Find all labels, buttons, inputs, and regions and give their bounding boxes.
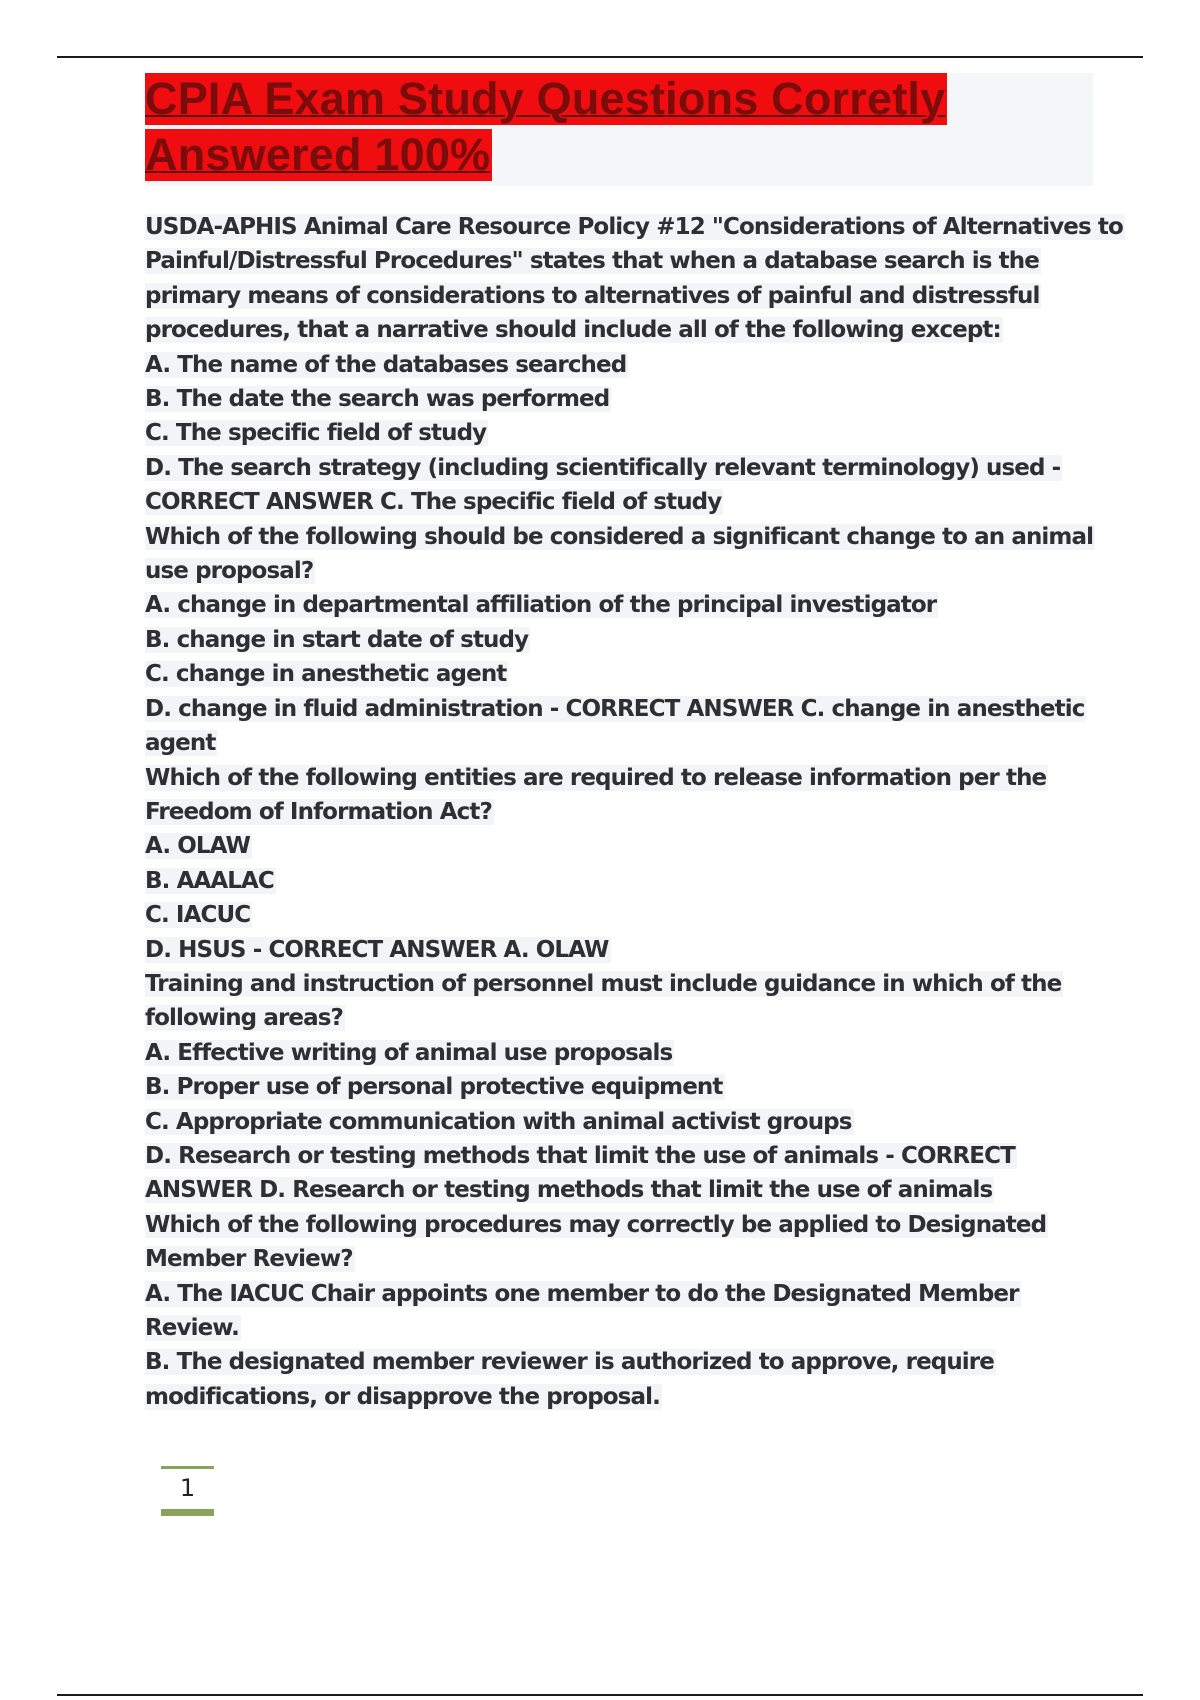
body-line: C. change in anesthetic agent	[145, 661, 507, 688]
body-line: Training and instruction of personnel must include guidance in which of the	[145, 970, 1062, 997]
body-line: D. HSUS - CORRECT ANSWER A. OLAW	[145, 936, 609, 963]
body-line: A. The IACUC Chair appoints one member to do the Designated Member	[145, 1280, 1019, 1307]
body-line: A. change in departmental affiliation of the principal investigator	[145, 592, 937, 619]
body-line: Freedom of Information Act?	[145, 798, 492, 825]
body-line: C. The specific field of study	[145, 420, 487, 447]
body-line: B. The date the search was performed	[145, 386, 610, 413]
body-line: D. The search strategy (including scientifically relevant terminology) used -	[145, 454, 1061, 481]
body-line: ANSWER D. Research or testing methods that limit the use of animals	[145, 1177, 993, 1204]
body-line: B. Proper use of personal protective equipment	[145, 1074, 723, 1101]
page-number	[161, 1466, 214, 1516]
body-line: Member Review?	[145, 1246, 353, 1273]
body-line: B. change in start date of study	[145, 626, 529, 653]
title-line-2: Answered 100%	[145, 129, 491, 180]
body-line: B. AAALAC	[145, 867, 274, 894]
body-line: USDA-APHIS Animal Care Resource Policy #12 "Considerations of Alternatives to	[145, 214, 1123, 240]
body-line: C. IACUC	[145, 902, 251, 929]
body-line: modifications, or disapprove the proposal.	[145, 1383, 660, 1410]
body-line: D. change in fluid administration - CORRECT ANSWER C. change in anesthetic	[145, 695, 1085, 722]
body-line: A. The name of the databases searched	[145, 351, 627, 378]
page-number-bottom-bar	[161, 1509, 214, 1516]
body-line: agent	[145, 730, 216, 757]
body-line: A. OLAW	[145, 833, 251, 860]
document-body	[145, 210, 1123, 1414]
bottom-rule	[57, 1694, 1143, 1696]
body-line: Which of the following procedures may correctly be applied to Designated	[145, 1211, 1047, 1238]
body-line: A. Effective writing of animal use proposals	[145, 1039, 673, 1066]
page-number-top-bar	[161, 1466, 214, 1469]
body-line: following areas?	[145, 1005, 343, 1032]
body-line: use proposal?	[145, 558, 314, 585]
body-line: procedures, that a narrative should include all of the following except:	[145, 317, 1001, 344]
body-line: Review.	[145, 1315, 239, 1341]
body-line: Painful/Distressful Procedures" states that when a database search is the	[145, 248, 1039, 275]
body-line: B. The designated member reviewer is authorized to approve, require	[145, 1349, 994, 1376]
body-line: Which of the following should be considered a significant change to an animal	[145, 523, 1094, 550]
title-line-1: CPIA Exam Study Questions Corretly	[145, 73, 946, 124]
body-line: Which of the following entities are required to release information per the	[145, 764, 1047, 791]
body-line: CORRECT ANSWER C. The specific field of study	[145, 489, 722, 516]
body-line: D. Research or testing methods that limit the use of animals - CORRECT	[145, 1142, 1015, 1169]
top-rule	[57, 56, 1143, 58]
body-line: C. Appropriate communication with animal activist groups	[145, 1108, 852, 1135]
body-line: primary means of considerations to alternatives of painful and distressful	[145, 282, 1040, 309]
page-number-label: 1	[179, 1474, 196, 1502]
document-title	[145, 73, 1093, 186]
